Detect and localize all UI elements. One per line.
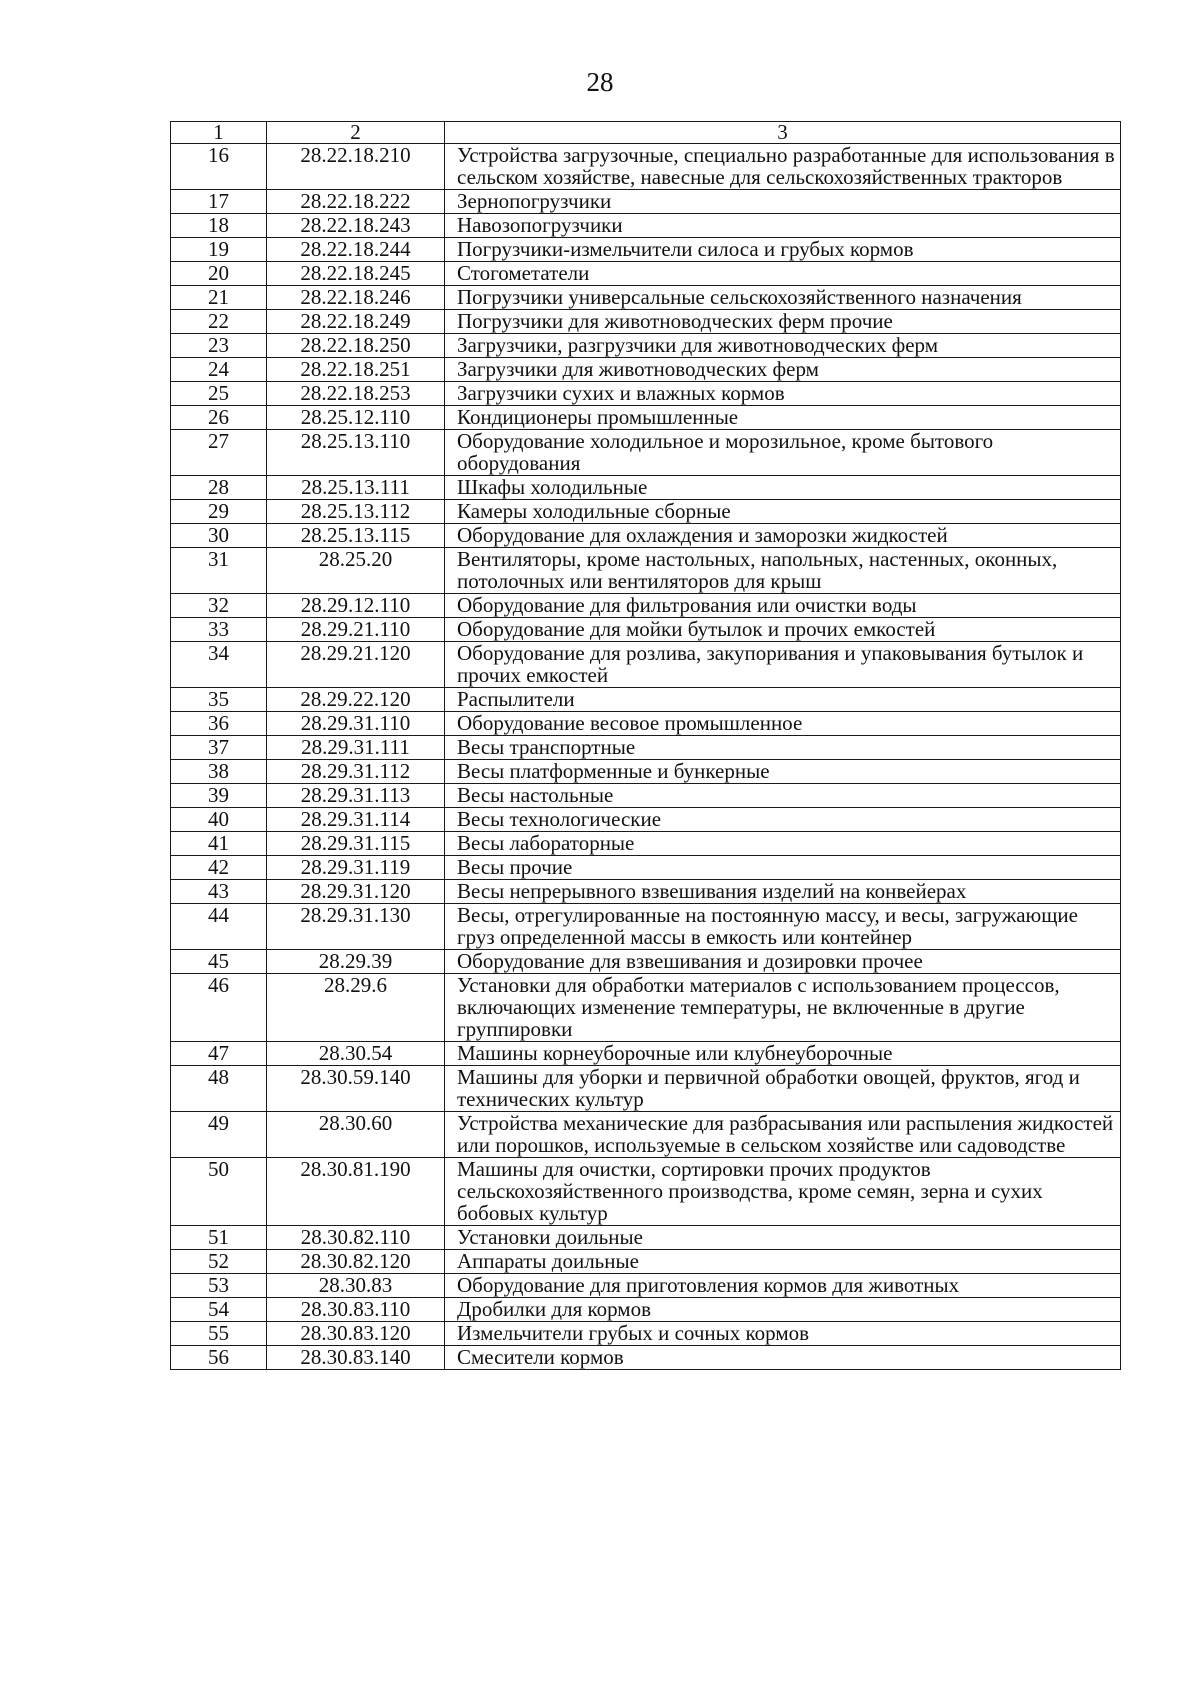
okpd-code-cell: 28.22.18.210	[267, 144, 445, 190]
row-number-cell: 19	[171, 238, 267, 262]
okpd-code-cell: 28.25.12.110	[267, 406, 445, 430]
row-number-cell: 18	[171, 214, 267, 238]
okpd-code-cell: 28.22.18.253	[267, 382, 445, 406]
okpd-code-cell: 28.29.31.120	[267, 880, 445, 904]
okpd-code-cell: 28.29.21.110	[267, 618, 445, 642]
row-number-cell: 36	[171, 712, 267, 736]
description-cell: Установки доильные	[445, 1226, 1121, 1250]
table-row	[171, 1274, 1121, 1298]
description-cell: Загрузчики для животноводческих ферм	[445, 358, 1121, 382]
row-number-cell: 48	[171, 1066, 267, 1112]
description-cell: Весы платформенные и бункерные	[445, 760, 1121, 784]
table-row	[171, 476, 1121, 500]
table-row	[171, 214, 1121, 238]
okpd-code-cell: 28.30.83.140	[267, 1346, 445, 1370]
description-cell: Загрузчики сухих и влажных кормов	[445, 382, 1121, 406]
description-cell: Загрузчики, разгрузчики для животноводческих ферм	[445, 334, 1121, 358]
okpd-code-cell: 28.29.6	[267, 974, 445, 1042]
row-number-cell: 28	[171, 476, 267, 500]
row-number-cell: 53	[171, 1274, 267, 1298]
table-row	[171, 760, 1121, 784]
okpd-code-cell: 28.30.82.110	[267, 1226, 445, 1250]
table-row	[171, 832, 1121, 856]
column-header-1: 1	[171, 122, 267, 144]
okpd-code-cell: 28.29.31.111	[267, 736, 445, 760]
okpd-code-cell: 28.25.13.112	[267, 500, 445, 524]
description-cell: Машины для уборки и первичной обработки овощей, фруктов, ягод и технических культур	[445, 1066, 1121, 1112]
okpd-code-cell: 28.29.31.112	[267, 760, 445, 784]
description-cell: Погрузчики для животноводческих ферм прочие	[445, 310, 1121, 334]
okpd-code-cell: 28.30.82.120	[267, 1250, 445, 1274]
table-row	[171, 358, 1121, 382]
table-header-row	[171, 122, 1121, 144]
okpd-code-cell: 28.22.18.246	[267, 286, 445, 310]
table-row	[171, 262, 1121, 286]
description-cell: Машины корнеуборочные или клубнеуборочные	[445, 1042, 1121, 1066]
okpd-code-cell: 28.30.60	[267, 1112, 445, 1158]
table-row	[171, 524, 1121, 548]
description-cell: Весы настольные	[445, 784, 1121, 808]
description-cell: Оборудование для взвешивания и дозировки прочее	[445, 950, 1121, 974]
description-cell: Весы технологические	[445, 808, 1121, 832]
table-row	[171, 1226, 1121, 1250]
okpd-code-cell: 28.30.83.120	[267, 1322, 445, 1346]
table-row	[171, 310, 1121, 334]
okpd-code-cell: 28.22.18.251	[267, 358, 445, 382]
table-row	[171, 712, 1121, 736]
okpd-code-cell: 28.25.13.110	[267, 430, 445, 476]
table-row	[171, 144, 1121, 190]
row-number-cell: 30	[171, 524, 267, 548]
table-body	[171, 144, 1121, 1370]
table-row	[171, 286, 1121, 310]
description-cell: Оборудование для приготовления кормов для животных	[445, 1274, 1121, 1298]
description-cell: Весы транспортные	[445, 736, 1121, 760]
column-header-3: 3	[445, 122, 1121, 144]
row-number-cell: 23	[171, 334, 267, 358]
description-cell: Весы прочие	[445, 856, 1121, 880]
row-number-cell: 29	[171, 500, 267, 524]
description-cell: Погрузчики универсальные сельскохозяйственного назначения	[445, 286, 1121, 310]
table-row	[171, 856, 1121, 880]
description-cell: Распылители	[445, 688, 1121, 712]
okpd-code-cell: 28.29.21.120	[267, 642, 445, 688]
row-number-cell: 46	[171, 974, 267, 1042]
row-number-cell: 16	[171, 144, 267, 190]
okpd-code-cell: 28.29.12.110	[267, 594, 445, 618]
okpd-code-cell: 28.30.54	[267, 1042, 445, 1066]
row-number-cell: 22	[171, 310, 267, 334]
table-row	[171, 1042, 1121, 1066]
table-row	[171, 950, 1121, 974]
table-row	[171, 688, 1121, 712]
okpd-code-cell: 28.29.31.110	[267, 712, 445, 736]
table-row	[171, 974, 1121, 1042]
row-number-cell: 49	[171, 1112, 267, 1158]
description-cell: Кондиционеры промышленные	[445, 406, 1121, 430]
table-row	[171, 430, 1121, 476]
okpd-code-cell: 28.29.39	[267, 950, 445, 974]
row-number-cell: 42	[171, 856, 267, 880]
description-cell: Оборудование весовое промышленное	[445, 712, 1121, 736]
row-number-cell: 35	[171, 688, 267, 712]
table-row	[171, 334, 1121, 358]
description-cell: Дробилки для кормов	[445, 1298, 1121, 1322]
okpd-code-cell: 28.29.22.120	[267, 688, 445, 712]
okpd-code-cell: 28.30.83	[267, 1274, 445, 1298]
description-cell: Камеры холодильные сборные	[445, 500, 1121, 524]
description-cell: Весы, отрегулированные на постоянную массу, и весы, загружающие груз определенной массы в емкость или контейнер	[445, 904, 1121, 950]
okpd-code-cell: 28.22.18.222	[267, 190, 445, 214]
description-cell: Оборудование для розлива, закупоривания и упаковывания бутылок и прочих емкостей	[445, 642, 1121, 688]
row-number-cell: 20	[171, 262, 267, 286]
table-row	[171, 1250, 1121, 1274]
description-cell: Оборудование холодильное и морозильное, кроме бытового оборудования	[445, 430, 1121, 476]
row-number-cell: 43	[171, 880, 267, 904]
description-cell: Шкафы холодильные	[445, 476, 1121, 500]
row-number-cell: 50	[171, 1158, 267, 1226]
okpd-code-cell: 28.22.18.243	[267, 214, 445, 238]
table-header	[171, 122, 1121, 144]
row-number-cell: 26	[171, 406, 267, 430]
row-number-cell: 39	[171, 784, 267, 808]
table-row	[171, 406, 1121, 430]
classification-table	[170, 121, 1121, 1370]
description-cell: Смесители кормов	[445, 1346, 1121, 1370]
table-row	[171, 904, 1121, 950]
description-cell: Оборудование для охлаждения и заморозки жидкостей	[445, 524, 1121, 548]
table-row	[171, 594, 1121, 618]
table-row	[171, 1158, 1121, 1226]
row-number-cell: 40	[171, 808, 267, 832]
row-number-cell: 34	[171, 642, 267, 688]
row-number-cell: 33	[171, 618, 267, 642]
description-cell: Оборудование для фильтрования или очистки воды	[445, 594, 1121, 618]
okpd-code-cell: 28.25.13.111	[267, 476, 445, 500]
okpd-code-cell: 28.29.31.130	[267, 904, 445, 950]
page-number: 28	[586, 67, 614, 97]
description-cell: Весы лабораторные	[445, 832, 1121, 856]
table-row	[171, 880, 1121, 904]
row-number-cell: 41	[171, 832, 267, 856]
description-cell: Оборудование для мойки бутылок и прочих емкостей	[445, 618, 1121, 642]
table-row	[171, 500, 1121, 524]
description-cell: Вентиляторы, кроме настольных, напольных, настенных, оконных, потолочных или вентиляторов для крыш	[445, 548, 1121, 594]
okpd-code-cell: 28.25.13.115	[267, 524, 445, 548]
row-number-cell: 21	[171, 286, 267, 310]
table-row	[171, 1066, 1121, 1112]
row-number-cell: 25	[171, 382, 267, 406]
description-cell: Устройства механические для разбрасывания или распыления жидкостей или порошков, используемые в сельском хозяйстве или садоводстве	[445, 1112, 1121, 1158]
row-number-cell: 47	[171, 1042, 267, 1066]
description-cell: Установки для обработки материалов с использованием процессов, включающих изменение температуры, не включенные в другие группировки	[445, 974, 1121, 1042]
okpd-code-cell: 28.22.18.244	[267, 238, 445, 262]
okpd-code-cell: 28.29.31.115	[267, 832, 445, 856]
okpd-code-cell: 28.30.81.190	[267, 1158, 445, 1226]
table-row	[171, 642, 1121, 688]
row-number-cell: 54	[171, 1298, 267, 1322]
row-number-cell: 27	[171, 430, 267, 476]
table-row	[171, 548, 1121, 594]
row-number-cell: 51	[171, 1226, 267, 1250]
table-row	[171, 1112, 1121, 1158]
description-cell: Машины для очистки, сортировки прочих продуктов сельскохозяйственного производства, кроме семян, зерна и сухих бобовых культур	[445, 1158, 1121, 1226]
description-cell: Стогометатели	[445, 262, 1121, 286]
table-row	[171, 784, 1121, 808]
description-cell: Аппараты доильные	[445, 1250, 1121, 1274]
table-row	[171, 808, 1121, 832]
okpd-code-cell: 28.25.20	[267, 548, 445, 594]
description-cell: Устройства загрузочные, специально разработанные для использования в сельском хозяйстве, навесные для сельскохозяйственных тракторов	[445, 144, 1121, 190]
okpd-code-cell: 28.30.59.140	[267, 1066, 445, 1112]
okpd-code-cell: 28.29.31.114	[267, 808, 445, 832]
table-row	[171, 1298, 1121, 1322]
column-header-2: 2	[267, 122, 445, 144]
okpd-code-cell: 28.22.18.249	[267, 310, 445, 334]
row-number-cell: 24	[171, 358, 267, 382]
okpd-code-cell: 28.29.31.119	[267, 856, 445, 880]
row-number-cell: 31	[171, 548, 267, 594]
row-number-cell: 45	[171, 950, 267, 974]
table-row	[171, 1322, 1121, 1346]
description-cell: Весы непрерывного взвешивания изделий на конвейерах	[445, 880, 1121, 904]
table-row	[171, 618, 1121, 642]
row-number-cell: 38	[171, 760, 267, 784]
table-row	[171, 382, 1121, 406]
row-number-cell: 52	[171, 1250, 267, 1274]
row-number-cell: 55	[171, 1322, 267, 1346]
row-number-cell: 37	[171, 736, 267, 760]
description-cell: Навозопогрузчики	[445, 214, 1121, 238]
table-row	[171, 1346, 1121, 1370]
row-number-cell: 17	[171, 190, 267, 214]
row-number-cell: 32	[171, 594, 267, 618]
row-number-cell: 56	[171, 1346, 267, 1370]
description-cell: Измельчители грубых и сочных кормов	[445, 1322, 1121, 1346]
okpd-code-cell: 28.22.18.250	[267, 334, 445, 358]
table-row	[171, 238, 1121, 262]
row-number-cell: 44	[171, 904, 267, 950]
okpd-code-cell: 28.30.83.110	[267, 1298, 445, 1322]
table-row	[171, 736, 1121, 760]
description-cell: Зернопогрузчики	[445, 190, 1121, 214]
okpd-code-cell: 28.29.31.113	[267, 784, 445, 808]
description-cell: Погрузчики-измельчители силоса и грубых кормов	[445, 238, 1121, 262]
okpd-code-cell: 28.22.18.245	[267, 262, 445, 286]
table-row	[171, 190, 1121, 214]
